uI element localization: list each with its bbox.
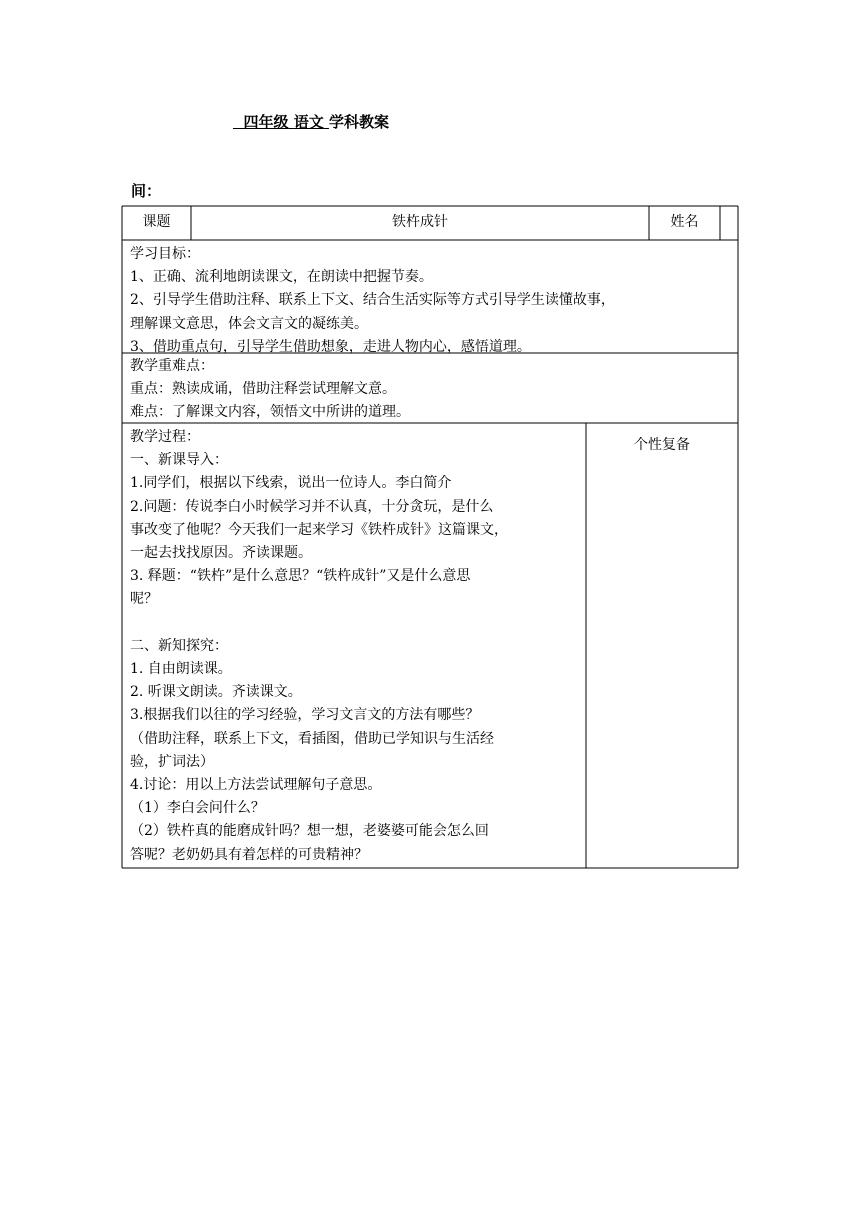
process-line: 2. 听课文朗读。齐读课文。 <box>130 684 302 701</box>
objectives-section <box>130 243 615 359</box>
objective-line: 3、借助重点句，引导学生借助想象，走进人物内心，感悟道理。 <box>130 338 531 355</box>
process-line: （1）李白会问什么？ <box>130 800 265 817</box>
subject-text: 语文 <box>293 113 324 131</box>
process-line: 呢？ <box>130 591 158 608</box>
process-line <box>130 612 508 635</box>
objective-line: 理解课文意思，体会文言文的凝练美。 <box>130 315 368 332</box>
process-line: 事改变了他呢？今天我们一起来学习《铁杵成针》这篇课文， <box>130 521 508 538</box>
doc-type-text: 学科教案 <box>328 113 389 131</box>
process-line: 2.问题：传说李白小时候学习并不认真，十分贪玩，是什么 <box>130 498 494 515</box>
grade-text: 四年级 <box>243 113 289 131</box>
key-points-section <box>130 355 410 425</box>
process-section <box>130 426 508 867</box>
personal-prep-label: 个性复备 <box>634 437 690 453</box>
process-line: 答呢？老奶奶具有着怎样的可贵精神？ <box>130 846 368 863</box>
objective-line: 1、正确、流利地朗读课文，在朗读中把握节奏。 <box>130 269 433 286</box>
name-label: 姓名 <box>670 214 699 230</box>
time-label: 间： <box>131 182 162 200</box>
key-point-line: 难点：了解课文内容，领悟文中所讲的道理。 <box>130 404 410 421</box>
process-line: 一起去找找原因。齐读课题。 <box>130 545 312 562</box>
process-heading: 教学过程： <box>130 429 200 445</box>
objective-line: 2、引导学生借助注释、联系上下文、结合生活实际等方式引导学生读懂故事， <box>130 292 615 309</box>
process-line: 4.讨论：用以上方法尝试理解句子意思。 <box>130 777 382 794</box>
topic-label: 课题 <box>142 214 171 230</box>
objectives-heading: 学习目标： <box>130 246 200 262</box>
key-point-line: 重点：熟读成诵，借助注释尝试理解文意。 <box>130 381 396 398</box>
topic-value: 铁杵成针 <box>392 214 448 230</box>
process-line: （2）铁杵真的能磨成针吗？想一想，老婆婆可能会怎么回 <box>130 823 489 840</box>
process-line: 一、新课导入： <box>130 452 228 469</box>
process-line: 1.同学们，根据以下线索，说出一位诗人。李白简介 <box>130 475 452 492</box>
process-line: 1. 自由朗读课。 <box>130 661 232 678</box>
process-line: 3. 释题：“铁杵”是什么意思？“铁杵成针”又是什么意思 <box>130 568 471 585</box>
process-line: 验，扩词法） <box>130 753 214 770</box>
key-points-heading: 教学重难点： <box>130 358 214 374</box>
process-line: 二、新知探究： <box>130 637 228 654</box>
process-line: 3.根据我们以往的学习经验，学习文言文的方法有哪些？ <box>130 707 480 724</box>
process-line: （借助注释，联系上下文，看插图，借助已学知识与生活经 <box>130 730 494 747</box>
